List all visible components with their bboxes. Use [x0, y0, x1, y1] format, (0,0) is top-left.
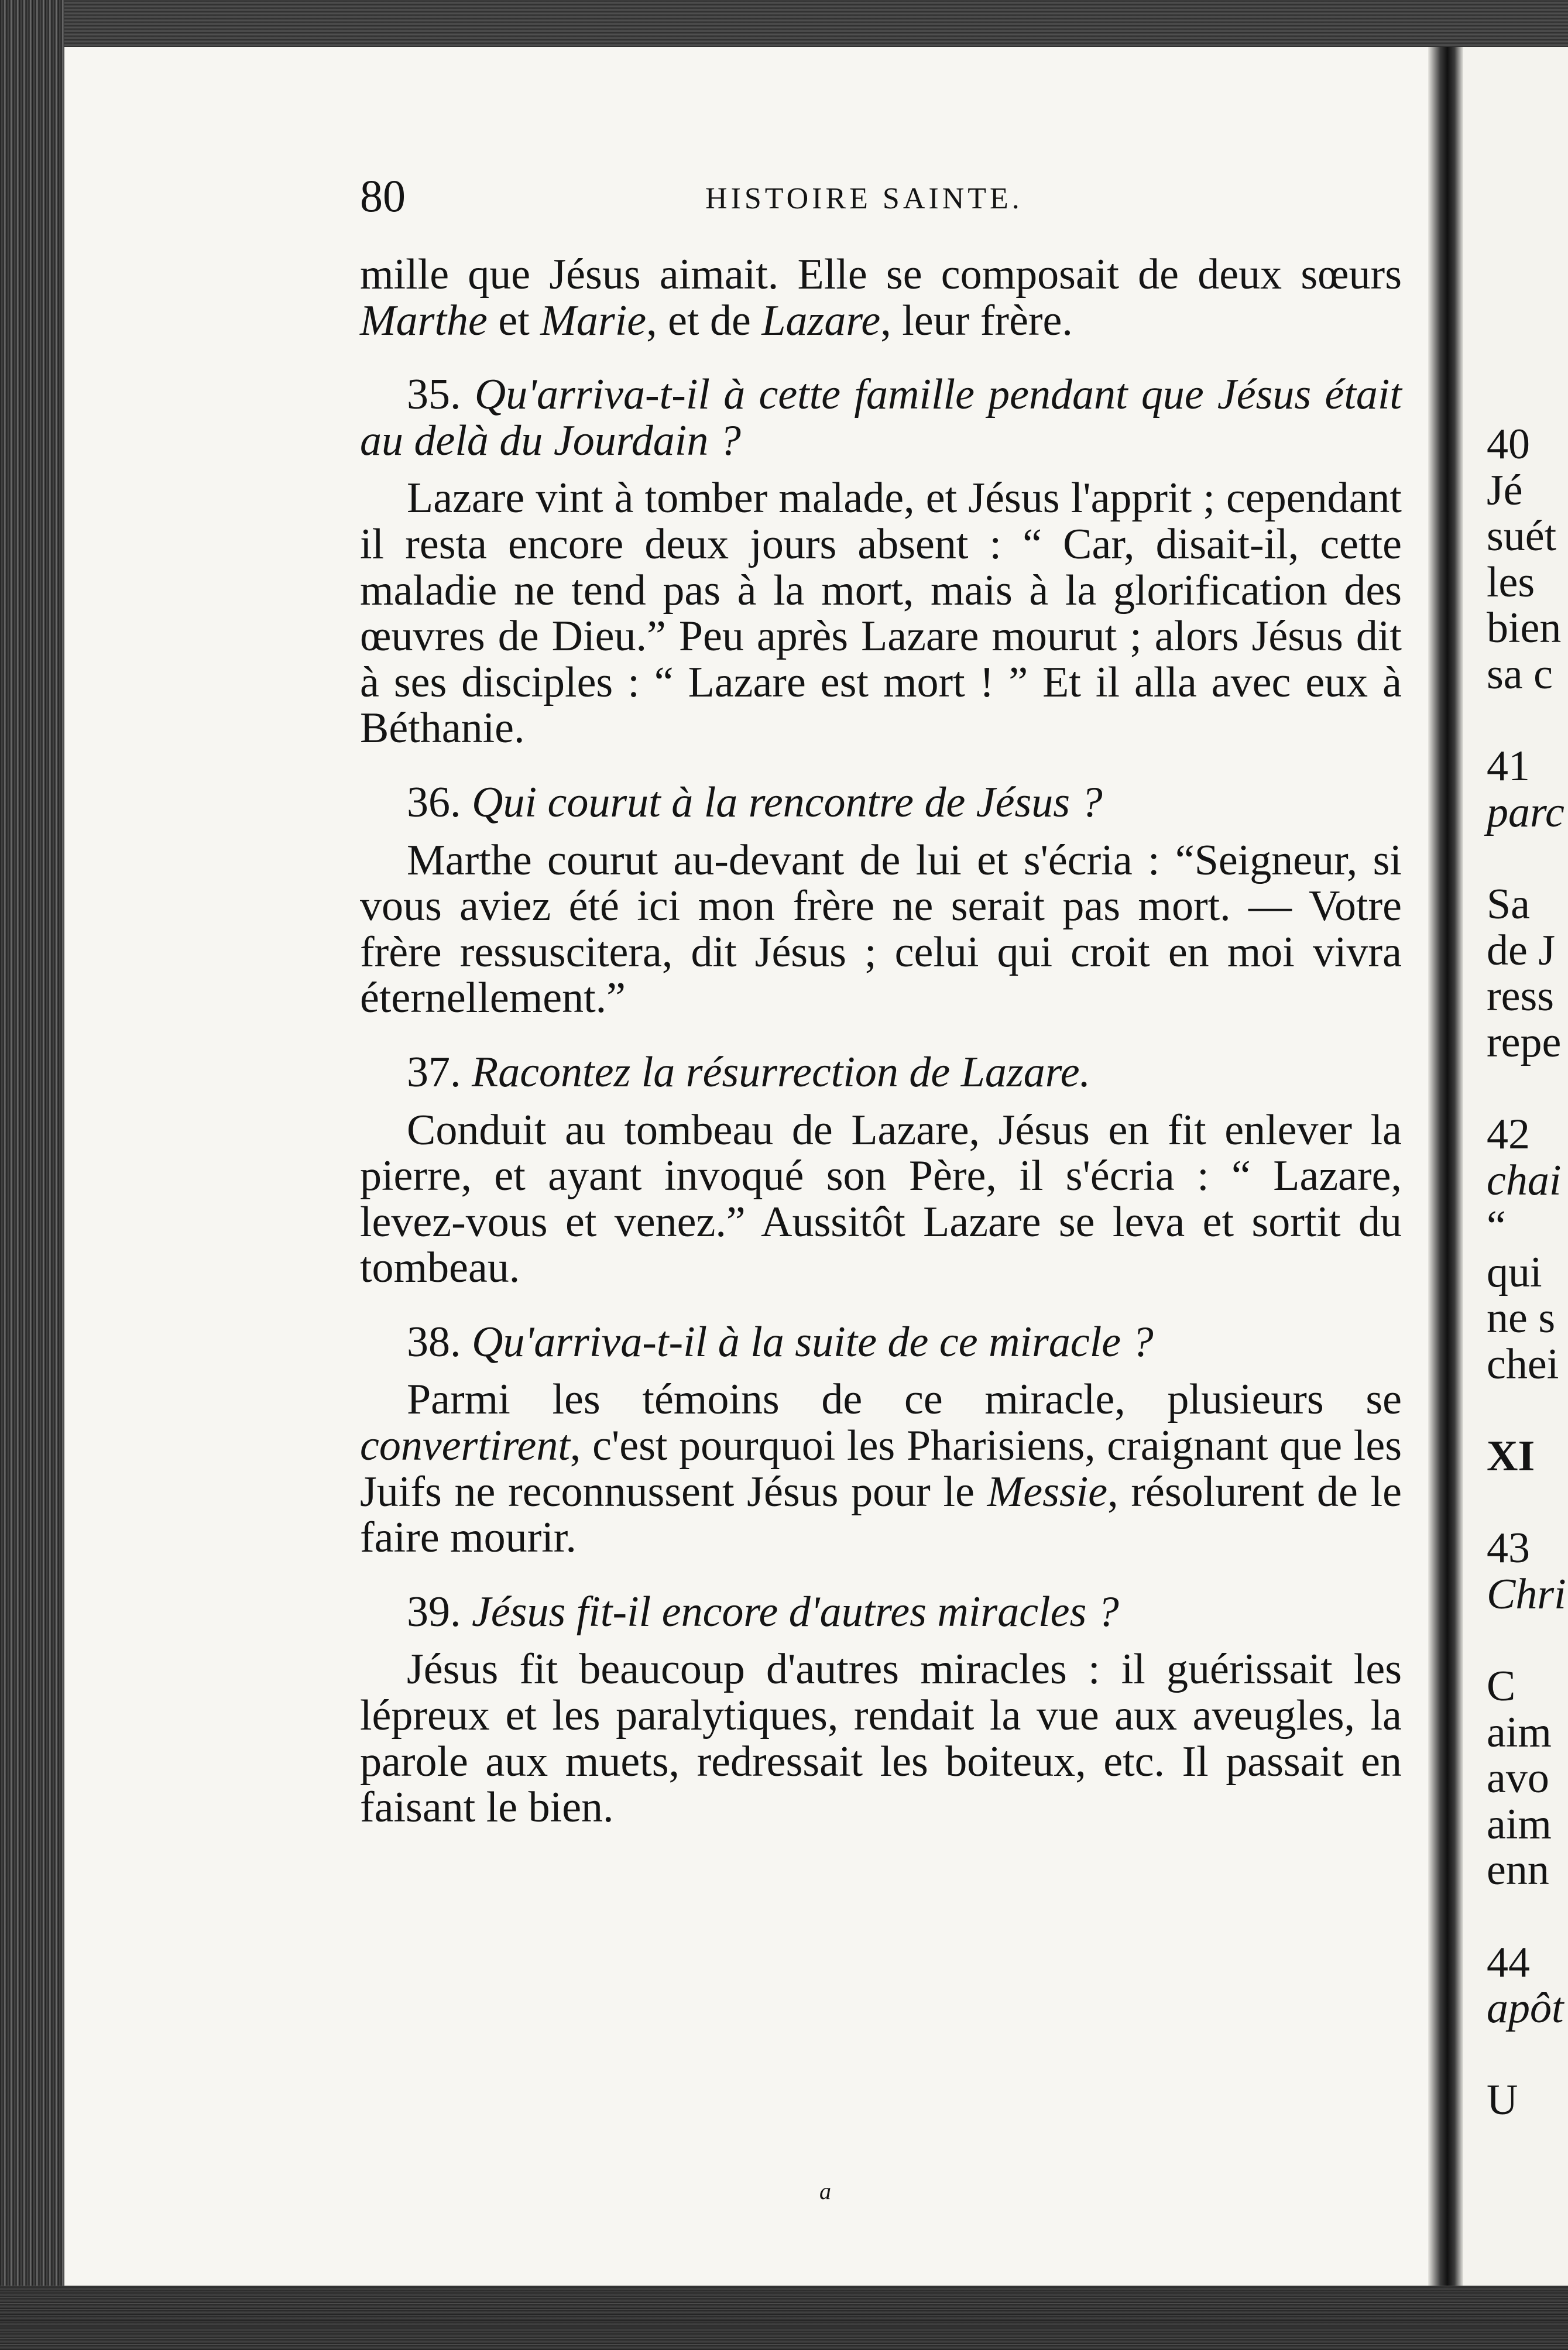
question-number: 39.	[407, 1587, 461, 1636]
scan-edge-bottom	[0, 2286, 1568, 2350]
question-39	[360, 1589, 1402, 1635]
question-text: Qu'arriva-t-il à cette famille pendant que Jésus était au delà du Jourdain ?	[360, 370, 1402, 465]
right-page-fragment	[1487, 1065, 1568, 1111]
name-lazare: Lazare	[761, 296, 881, 345]
question-text: Qu'arriva-t-il à la suite de ce miracle ?	[461, 1318, 1154, 1366]
right-page-fragment	[1487, 1480, 1568, 1526]
question-number: 35.	[407, 370, 461, 419]
right-page-fragment: XI	[1487, 1432, 1535, 1481]
book-gutter	[1428, 47, 1463, 2286]
page-number: 80	[360, 170, 406, 221]
signature-mark: a	[819, 2178, 831, 2204]
question-35	[360, 372, 1402, 464]
right-page-fragment: chei	[1487, 1340, 1559, 1388]
right-page-fragment: suét	[1487, 512, 1557, 561]
right-page-fragment: enn	[1487, 1846, 1549, 1895]
question-38	[360, 1319, 1402, 1366]
page-body	[360, 252, 1402, 1831]
right-page-fragment: 40	[1487, 420, 1530, 468]
text-run: Parmi les témoins de ce miracle, plusieurs se	[407, 1375, 1402, 1424]
right-page-fragment	[1487, 1893, 1568, 1940]
text-run: , c'est pourquoi les Pharisiens, craignant que les Juifs ne reconnussent Jésus pour le	[360, 1422, 1402, 1516]
emphasis-messie: Messie	[987, 1467, 1108, 1516]
right-page-fragment: 41	[1487, 742, 1530, 791]
right-page-fragment: qui	[1487, 1248, 1542, 1296]
text-run: et	[487, 296, 541, 345]
right-page-fragment	[1487, 835, 1568, 881]
right-page-fragment: Chri	[1487, 1570, 1566, 1618]
text-run: , leur frère.	[880, 296, 1073, 345]
right-page-fragment	[1487, 698, 1568, 744]
right-page-fragment: 44	[1487, 1938, 1530, 1987]
right-page-fragment	[1487, 2032, 1568, 2078]
right-page-fragment: aim	[1487, 1800, 1552, 1848]
text-run: mille que Jésus aimait. Elle se composait de deux sœurs	[360, 251, 1402, 299]
text-run: , résolurent de le faire mourir.	[360, 1467, 1402, 1562]
name-marthe: Marthe	[360, 296, 488, 345]
question-36	[360, 780, 1402, 826]
name-marie: Marie	[540, 296, 647, 345]
question-text: Jésus fit-il encore d'autres miracles ?	[461, 1587, 1119, 1636]
right-page-fragment: Sa	[1487, 880, 1530, 928]
paragraph-continuation	[360, 252, 1402, 344]
right-page-fragment: bien	[1487, 604, 1562, 653]
right-page-fragment: avo	[1487, 1754, 1549, 1803]
answer-38	[360, 1377, 1402, 1560]
answer-37: Conduit au tombeau de Lazare, Jésus en fit enlever la pierre, et ayant invoqué son Père, il s'écria : “ Lazare, levez-vous et venez.” Aussitôt Lazare se leva et sortit du tombeau.	[360, 1106, 1402, 1292]
right-page-fragments	[1487, 421, 1568, 2123]
right-page-fragment	[1487, 1387, 1568, 1433]
right-page-fragment	[1487, 1617, 1568, 1663]
question-number: 38.	[407, 1318, 461, 1366]
answer-39: Jésus fit beaucoup d'autres miracles : il guérissait les lépreux et les paralytiques, rendait la vue aux aveugles, la parole aux muets, redressait les boiteux, etc. Il passait en faisant le bien.	[360, 1645, 1402, 1832]
right-page-fragment: U	[1487, 2076, 1518, 2125]
scan-edge-top	[0, 0, 1568, 47]
right-page-fragment: les	[1487, 558, 1535, 606]
running-head: HISTOIRE SAINTE.	[705, 182, 1023, 215]
right-page-fragment: “	[1487, 1202, 1506, 1251]
question-number: 37.	[407, 1048, 461, 1096]
question-37	[360, 1049, 1402, 1096]
question-number: 36.	[407, 778, 461, 826]
right-page-fragment: aim	[1487, 1708, 1552, 1757]
right-page-fragment: 42	[1487, 1110, 1530, 1158]
answer-36: Marthe courut au-devant de lui et s'écria : “Seigneur, si vous aviez été ici mon frère ne serait pas mort. — Votre frère ressuscitera, dit Jésus ; celui qui croit en moi vivra éternellement.”	[360, 836, 1402, 1023]
answer-35: Lazare vint à tomber malade, et Jésus l'apprit ; cependant il resta encore deux jours absent : “ Car, disait-il, cette maladie ne tend pas à la mort, mais à la glorification des œuvres de Dieu.” Peu après Lazare mourut ; alors Jésus dit à ses disciples : “ Lazare est mort ! ” Et il alla avec eux à Béthanie.	[360, 474, 1402, 753]
right-page-fragment: sa c	[1487, 650, 1553, 698]
text-run: , et de	[646, 296, 762, 345]
right-page-fragment: chai	[1487, 1156, 1562, 1205]
right-page-fragment: apôt	[1487, 1984, 1564, 2033]
right-page-fragment: Jé	[1487, 466, 1523, 514]
right-page-fragment: parc	[1487, 788, 1564, 836]
right-page-fragment: C	[1487, 1662, 1516, 1711]
question-text: Racontez la résurrection de Lazare.	[461, 1048, 1091, 1096]
right-page-fragment: repe	[1487, 1018, 1562, 1066]
page-header	[360, 164, 1402, 228]
right-page-fragment: ress	[1487, 972, 1555, 1021]
right-page-fragment: de J	[1487, 926, 1556, 975]
right-page-fragment: ne s	[1487, 1294, 1556, 1343]
emphasis-convertirent: convertirent	[360, 1422, 570, 1470]
scan-edge-left	[0, 0, 64, 2350]
right-page-fragment: 43	[1487, 1524, 1530, 1573]
question-text: Qui courut à la rencontre de Jésus ?	[461, 778, 1103, 826]
